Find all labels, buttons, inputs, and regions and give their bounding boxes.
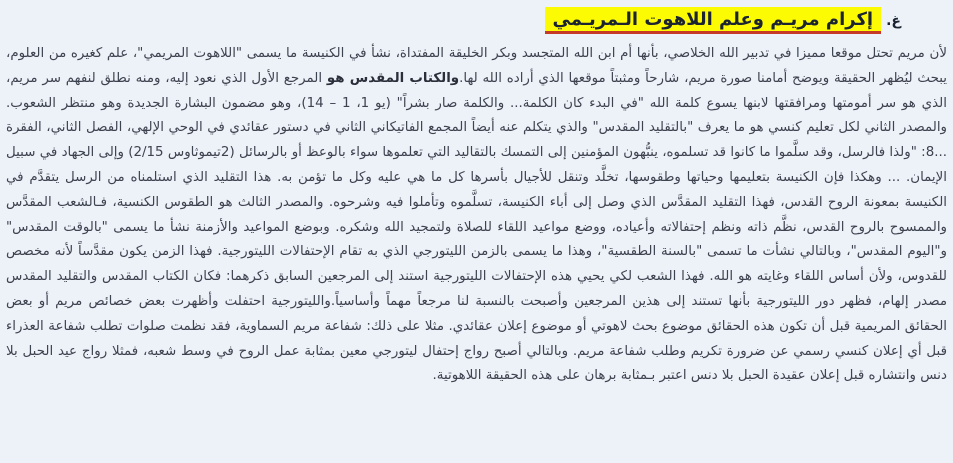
body-paragraph: [6, 42, 947, 389]
title-highlight: [545, 7, 882, 34]
section-marker: غ.: [886, 13, 901, 29]
body-text-part2: المرجع الأول الذي نعود إليه، ومنه نطلق لنفهم سر مريم، الذي هو سر أمومتها ومرافقتها لابنها يسوع كلمة الله "في البدء كان الكلمة... والكلمة صار بشراً" (يو 1، 1 – 14)، وهو مضمون البشارة الجديدة وهو منتظر الشعوب. والمصدر الثاني لكل تعليم كنسي هو ما يعرف "بالتقليد المقدس" والذي يتكلم عنه أيضاً المجمع الفاتيكاني الثاني في دستور عقائدي في الوحي الإلهي، الفصل الثاني، الفقرة ...8: "ولذا فالرسل، وقد سلَّموا ما كانوا قد تسلموه، ينبُّهون المؤمنين إلى التمسك بالتقاليد التي تعلموها سواء بالوعظ أو بالرسائل (2تيموثاوس 2/15) وإلى الجهاد في سبيل الإيمان. ... وهكذا فإن الكنيسة بتعليمها وحياتها وطقوسها، تخلَّد وتنقل للأجيال بأسرها كل ما هي عليه وكل ما تؤمن به. هذا التقليد الذي استلمناه من الرسل يتقدَّم في الكنيسة بمعونة الروح القدس، فهذا التقليد المقدَّس الذي وصل إلى أباء الكنيسة، تسلَّموه وتأملوا فيه وشرحوه. والمصدر الثالث هو الطقوس الكنسية، فـالشعب المقدَّس والممسوح بالروح القدس، نظَّم ذاته ونظم إحتفالاته وأعياده، ووضع مواعيد اللقاء للصلاة ولتمجيد الله وشكره. وبوضع المواعيد والأزمنة نشأ ما يسمى "بالوقت المقدس" و"اليوم المقدس"، وبالتالي نشأت ما تسمى "بالسنة الطقسية"، وهذا ما يسمى بالزمن الليتورجي الذي به تقام الإحتفالات الليتورجية. فهذا الزمن يكون مقدَّساً لأنه مخصص للقدوس، ولأن أساس اللقاء وغايته هو الله. فهذا الشعب لكي يحيي هذه الإحتفالات الليتورجية استند إلى المرجعين السابق ذكرهما: فكان الكتاب المقدس والتقليد المقدس مصدر إلهام، فظهر دور الليتورجية بأنها تستند إلى هذين المرجعين وأصبحت بالنسبة لنا مرجعاً مهماً وأساسياً.والليتورجية احتفلت وأظهرت بعض خصائص مريم أو بعض الحقائق المريمية قبل أن تكون هذه الحقائق موضوع بحث لاهوتي أو موضوع إعلان عقائدي. مثلا على ذلك: شفاعة مريم السماوية، فقد نظمت صلوات تطلب شفاعة العذراء قبل أي إعلان كنسي رسمي عن ضرورة تكريم وطلب شفاعة مريم. وبالتالي أصبح رواج إحتفال ليتورجي معين بمثابة عمل الروح في وسط شعبه، فمثلا رواج عيد الحبل بلا دنس وانتشاره قبل إعلان عقيدة الحبل بلا دنس اعتبر بـمثابة برهان على هذه الحقيقة اللاهوتية.: [6, 70, 947, 384]
title-row: [6, 7, 947, 34]
page-title: إكرام مريـم وعلم اللاهوت الـمريـمي: [552, 9, 874, 30]
body-text-part1: لأن مريم تحتل موقعا مميزا في تدبير الله الخلاصي، بأنها أم ابن الله المتجسد وبكر الخليقة المفتداة، نشأ في الكنيسة ما يسمى "اللاهوت المريمي"، علم كغيره من العلوم، يبحث ليُظهر الحقيقة ويوضح أمامنا صورة مريم، شارحاً ومثبتاً موقعها الذي أراده الله لها.: [6, 46, 947, 86]
body-text-bold: والكتاب المقدس هو: [326, 70, 460, 86]
